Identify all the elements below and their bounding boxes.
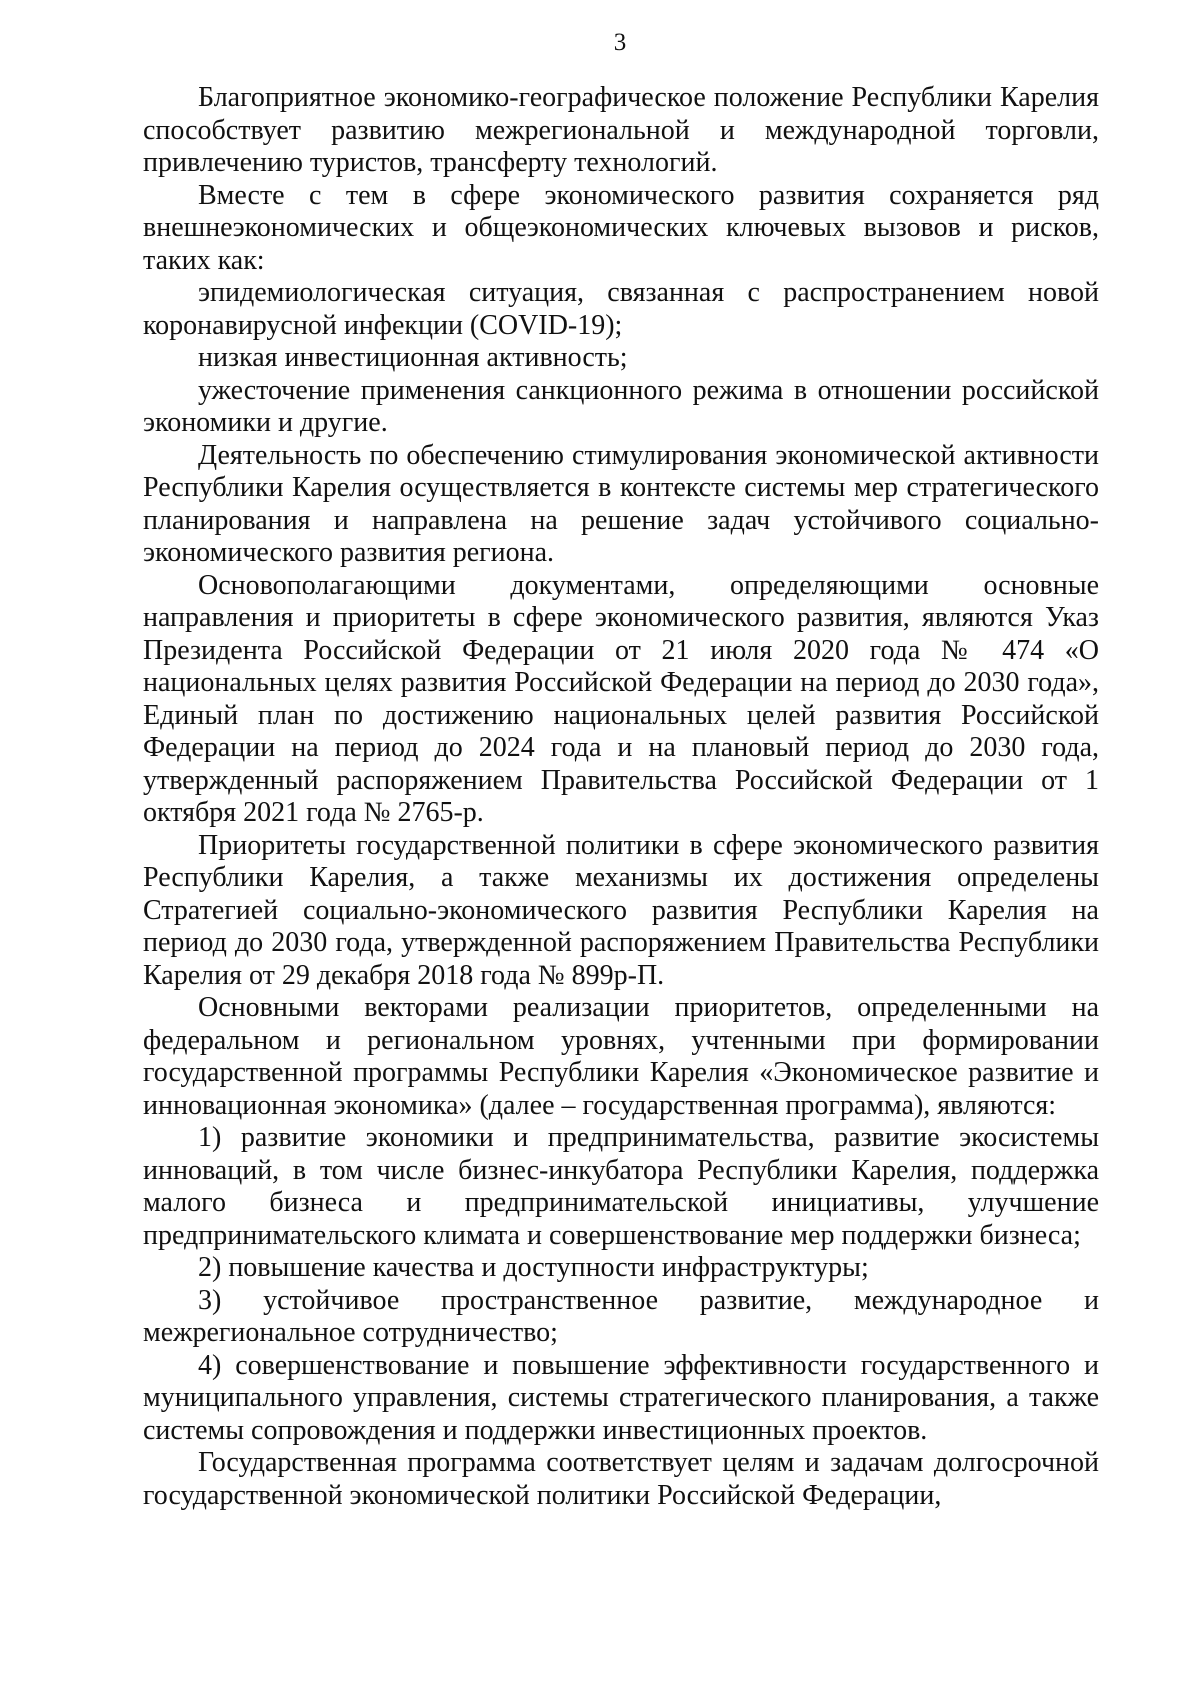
numbered-item: 1) развитие экономики и предпринимательства, развитие экосистемы инноваций, в том числе бизнес-инкубатора Республики Карелия, поддержка малого бизнеса и предпринимательской инициативы, улучшение предпринимательского климата и совершенствование мер поддержки бизнеса; — [143, 1122, 1099, 1251]
paragraph: Приоритеты государственной политики в сфере экономического развития Республики Карелия, а также механизмы их достижения определены Стратегией социально-экономического развития Республики Карелия на период до 2030 года, утвержденной распоряжением Правительства Республики Карелия от 29 декабря 2018 года № 899р-П. — [143, 829, 1099, 991]
list-item: низкая инвестиционная активность; — [198, 342, 628, 373]
paragraph: Деятельность по обеспечению стимулирования экономической активности Республики Карелия осуществляется в контексте системы мер стратегического планирования и направлена на решение задач устойчивого социально-экономического развития региона. — [143, 439, 1099, 568]
page-number: 3 — [613, 29, 627, 56]
list-item: ужесточение применения санкционного режима в отношении российской экономики и другие. — [143, 374, 1099, 438]
paragraph: Государственная программа соответствует целям и задачам долгосрочной государственной экономической политики Российской Федерации, — [143, 1447, 1099, 1511]
paragraph: Благоприятное экономико-географическое положение Республики Карелия способствует развитию межрегиональной и международной торговли, привлечению туристов, трансферту технологий. — [143, 82, 1099, 178]
document-body — [143, 82, 1099, 1512]
list-item: эпидемиологическая ситуация, связанная с распространением новой коронавирусной инфекции (COVID-19); — [143, 277, 1099, 341]
numbered-item: 4) совершенствование и повышение эффективности государственного и муниципального управления, системы стратегического планирования, а также системы сопровождения и поддержки инвестиционных проектов. — [143, 1349, 1099, 1446]
numbered-item: 2) повышение качества и доступности инфраструктуры; — [198, 1252, 869, 1283]
paragraph: Основными векторами реализации приоритетов, определенными на федеральном и региональном уровнях, учтенными при формировании государственной программы Республики Карелия «Экономическое развитие и инновационная экономика» (далее – государственная программа), являются: — [143, 992, 1099, 1121]
numbered-item: 3) устойчивое пространственное развитие, международное и межрегиональное сотрудничество; — [143, 1284, 1099, 1348]
paragraph: Вместе с тем в сфере экономического развития сохраняется ряд внешнеэкономических и общеэкономических ключевых вызовов и рисков, таких как: — [143, 179, 1099, 276]
paragraph: Основополагающими документами, определяющими основные направления и приоритеты в сфере экономического развития, являются Указ Президента Российской Федерации от 21 июля 2020 года № 474 «О национальных целях развития Российской Федерации на период до 2030 года», Единый план по достижению национальных целей развития Российской Федерации на период до 2024 года и на плановый период до 2030 года, утвержденный распоряжением Правительства Российской Федерации от 1 октября 2021 года № 2765-р. — [143, 569, 1099, 828]
